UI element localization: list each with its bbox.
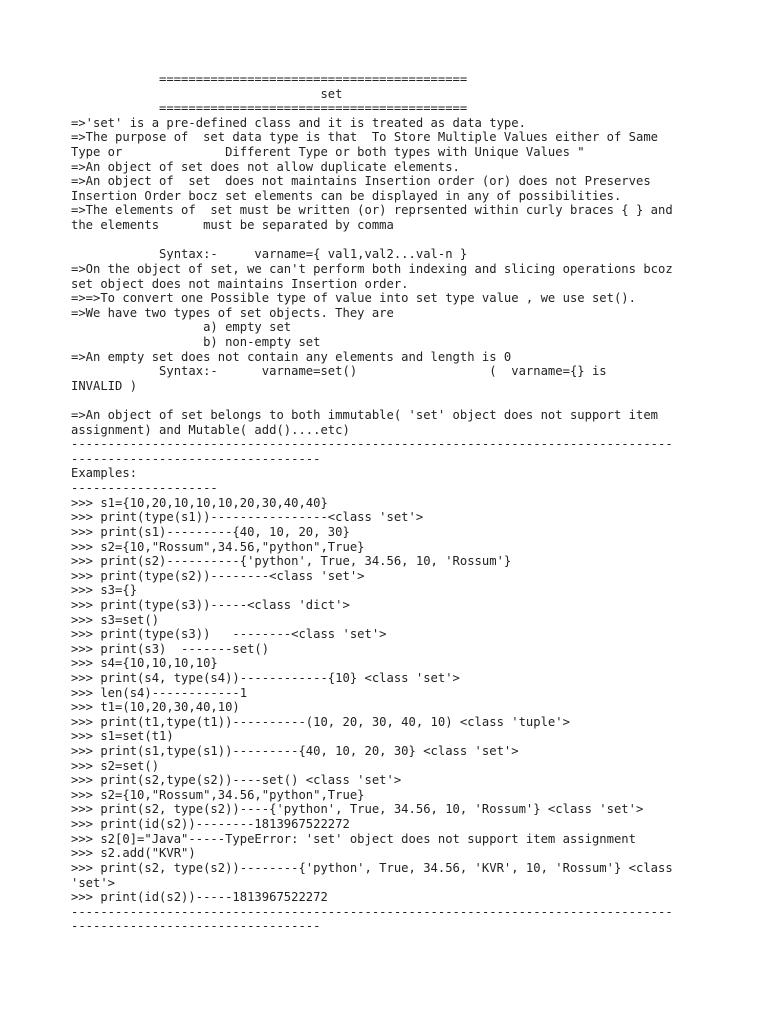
text-line: Insertion Order bocz set elements can be displayed in any of possibilities. — [71, 188, 622, 203]
text-line: b) non-empty set — [71, 334, 321, 349]
text-line: >>> s3=set() — [71, 612, 160, 627]
text-line: =>An empty set does not contain any elements and length is 0 — [71, 349, 512, 364]
text-line: =>We have two types of set objects. They are — [71, 305, 394, 320]
text-line: =>An object of set belongs to both immutable( 'set' object does not support item — [71, 408, 658, 423]
text-line: >>> print(t1,type(t1))----------(10, 20, 30, 40, 10) <class 'tuple'> — [71, 714, 570, 729]
text-line: set — [71, 86, 343, 101]
text-line: the elements must be separated by comma — [71, 218, 394, 233]
text-line: a) empty set — [71, 320, 292, 335]
text-line: >>> s1={10,20,10,10,10,20,30,40,40} — [71, 495, 328, 510]
text-line — [71, 233, 701, 248]
text-line: -------------------- — [71, 481, 218, 496]
text-line: =>On the object of set, we can't perform both indexing and slicing operations bcoz — [71, 261, 673, 276]
text-line: >>> print(type(s3)) --------<class 'set'> — [71, 627, 387, 642]
text-line: >>> print(id(s2))-----1813967522272 — [71, 890, 328, 905]
text-line: >>> print(type(s1))----------------<class 'set'> — [71, 510, 424, 525]
text-line: Type or Different Type or both types with Unique Values " — [71, 145, 585, 160]
text-line: >>> s2=set() — [71, 758, 160, 773]
text-line: >>> s2={10,"Rossum",34.56,"python",True} — [71, 787, 365, 802]
text-line: =>An object of set does not maintains Insertion order (or) does not Preserves — [71, 174, 651, 189]
text-line: =>The purpose of set data type is that To Store Multiple Values either of Same — [71, 130, 658, 145]
text-line: >>> print(s1,type(s1))---------{40, 10, 20, 30} <class 'set'> — [71, 744, 519, 759]
text-line: ---------------------------------------------------------------------------------- — [71, 904, 673, 919]
text-line: >>> s4={10,10,10,10} — [71, 656, 218, 671]
text-line: >>> print(s2, type(s2))--------{'python', True, 34.56, 'KVR', 10, 'Rossum'} <class — [71, 860, 673, 875]
text-line: >>> print(s2)----------{'python', True, 34.56, 10, 'Rossum'} — [71, 554, 512, 569]
text-line: >>> s2.add("KVR") — [71, 846, 196, 861]
text-line: set object does not maintains Insertion order. — [71, 276, 409, 291]
text-line: >>> print(s3) -------set() — [71, 641, 270, 656]
text-line: ========================================== — [71, 101, 468, 116]
text-line: >>> print(s4, type(s4))------------{10} <class 'set'> — [71, 670, 460, 685]
text-line: Syntax:- varname=set() ( varname={} is — [71, 364, 607, 379]
text-line: >>> print(s2,type(s2))----set() <class 'set'> — [71, 773, 402, 788]
text-line: >>> print(id(s2))--------1813967522272 — [71, 817, 350, 832]
text-line: =>=>To convert one Possible type of value into set type value , we use set(). — [71, 291, 636, 306]
text-line: ---------------------------------------------------------------------------------- — [71, 437, 673, 452]
text-line: 'set'> — [71, 875, 116, 890]
text-line: Examples: — [71, 466, 138, 481]
text-line: >>> s3={} — [71, 583, 138, 598]
text-line: >>> print(type(s3))-----<class 'dict'> — [71, 597, 350, 612]
text-line: ---------------------------------- — [71, 919, 321, 934]
text-line: >>> len(s4)------------1 — [71, 685, 248, 700]
text-line: >>> s1=set(t1) — [71, 729, 174, 744]
text-line: INVALID ) — [71, 378, 138, 393]
text-line: >>> s2={10,"Rossum",34.56,"python",True} — [71, 539, 365, 554]
text-line: assignment) and Mutable( add()....etc) — [71, 422, 350, 437]
text-line: >>> print(type(s2))--------<class 'set'> — [71, 568, 365, 583]
text-line: Syntax:- varname={ val1,val2...val-n } — [71, 247, 468, 262]
text-line: =>The elements of set must be written (or) reprsented within curly braces { } and — [71, 203, 673, 218]
text-line: >>> print(s2, type(s2))----{'python', True, 34.56, 10, 'Rossum'} <class 'set'> — [71, 802, 644, 817]
text-line — [71, 393, 701, 408]
document-text — [71, 72, 701, 934]
text-line: ========================================== — [71, 72, 468, 86]
text-line: =>'set' is a pre-defined class and it is treated as data type. — [71, 115, 526, 130]
text-line: =>An object of set does not allow duplicate elements. — [71, 159, 460, 174]
text-line: ---------------------------------- — [71, 451, 321, 466]
text-line: >>> t1=(10,20,30,40,10) — [71, 700, 240, 715]
text-line: >>> s2[0]="Java"-----TypeError: 'set' object does not support item assignment — [71, 831, 636, 846]
text-line: >>> print(s1)---------{40, 10, 20, 30} — [71, 524, 350, 539]
